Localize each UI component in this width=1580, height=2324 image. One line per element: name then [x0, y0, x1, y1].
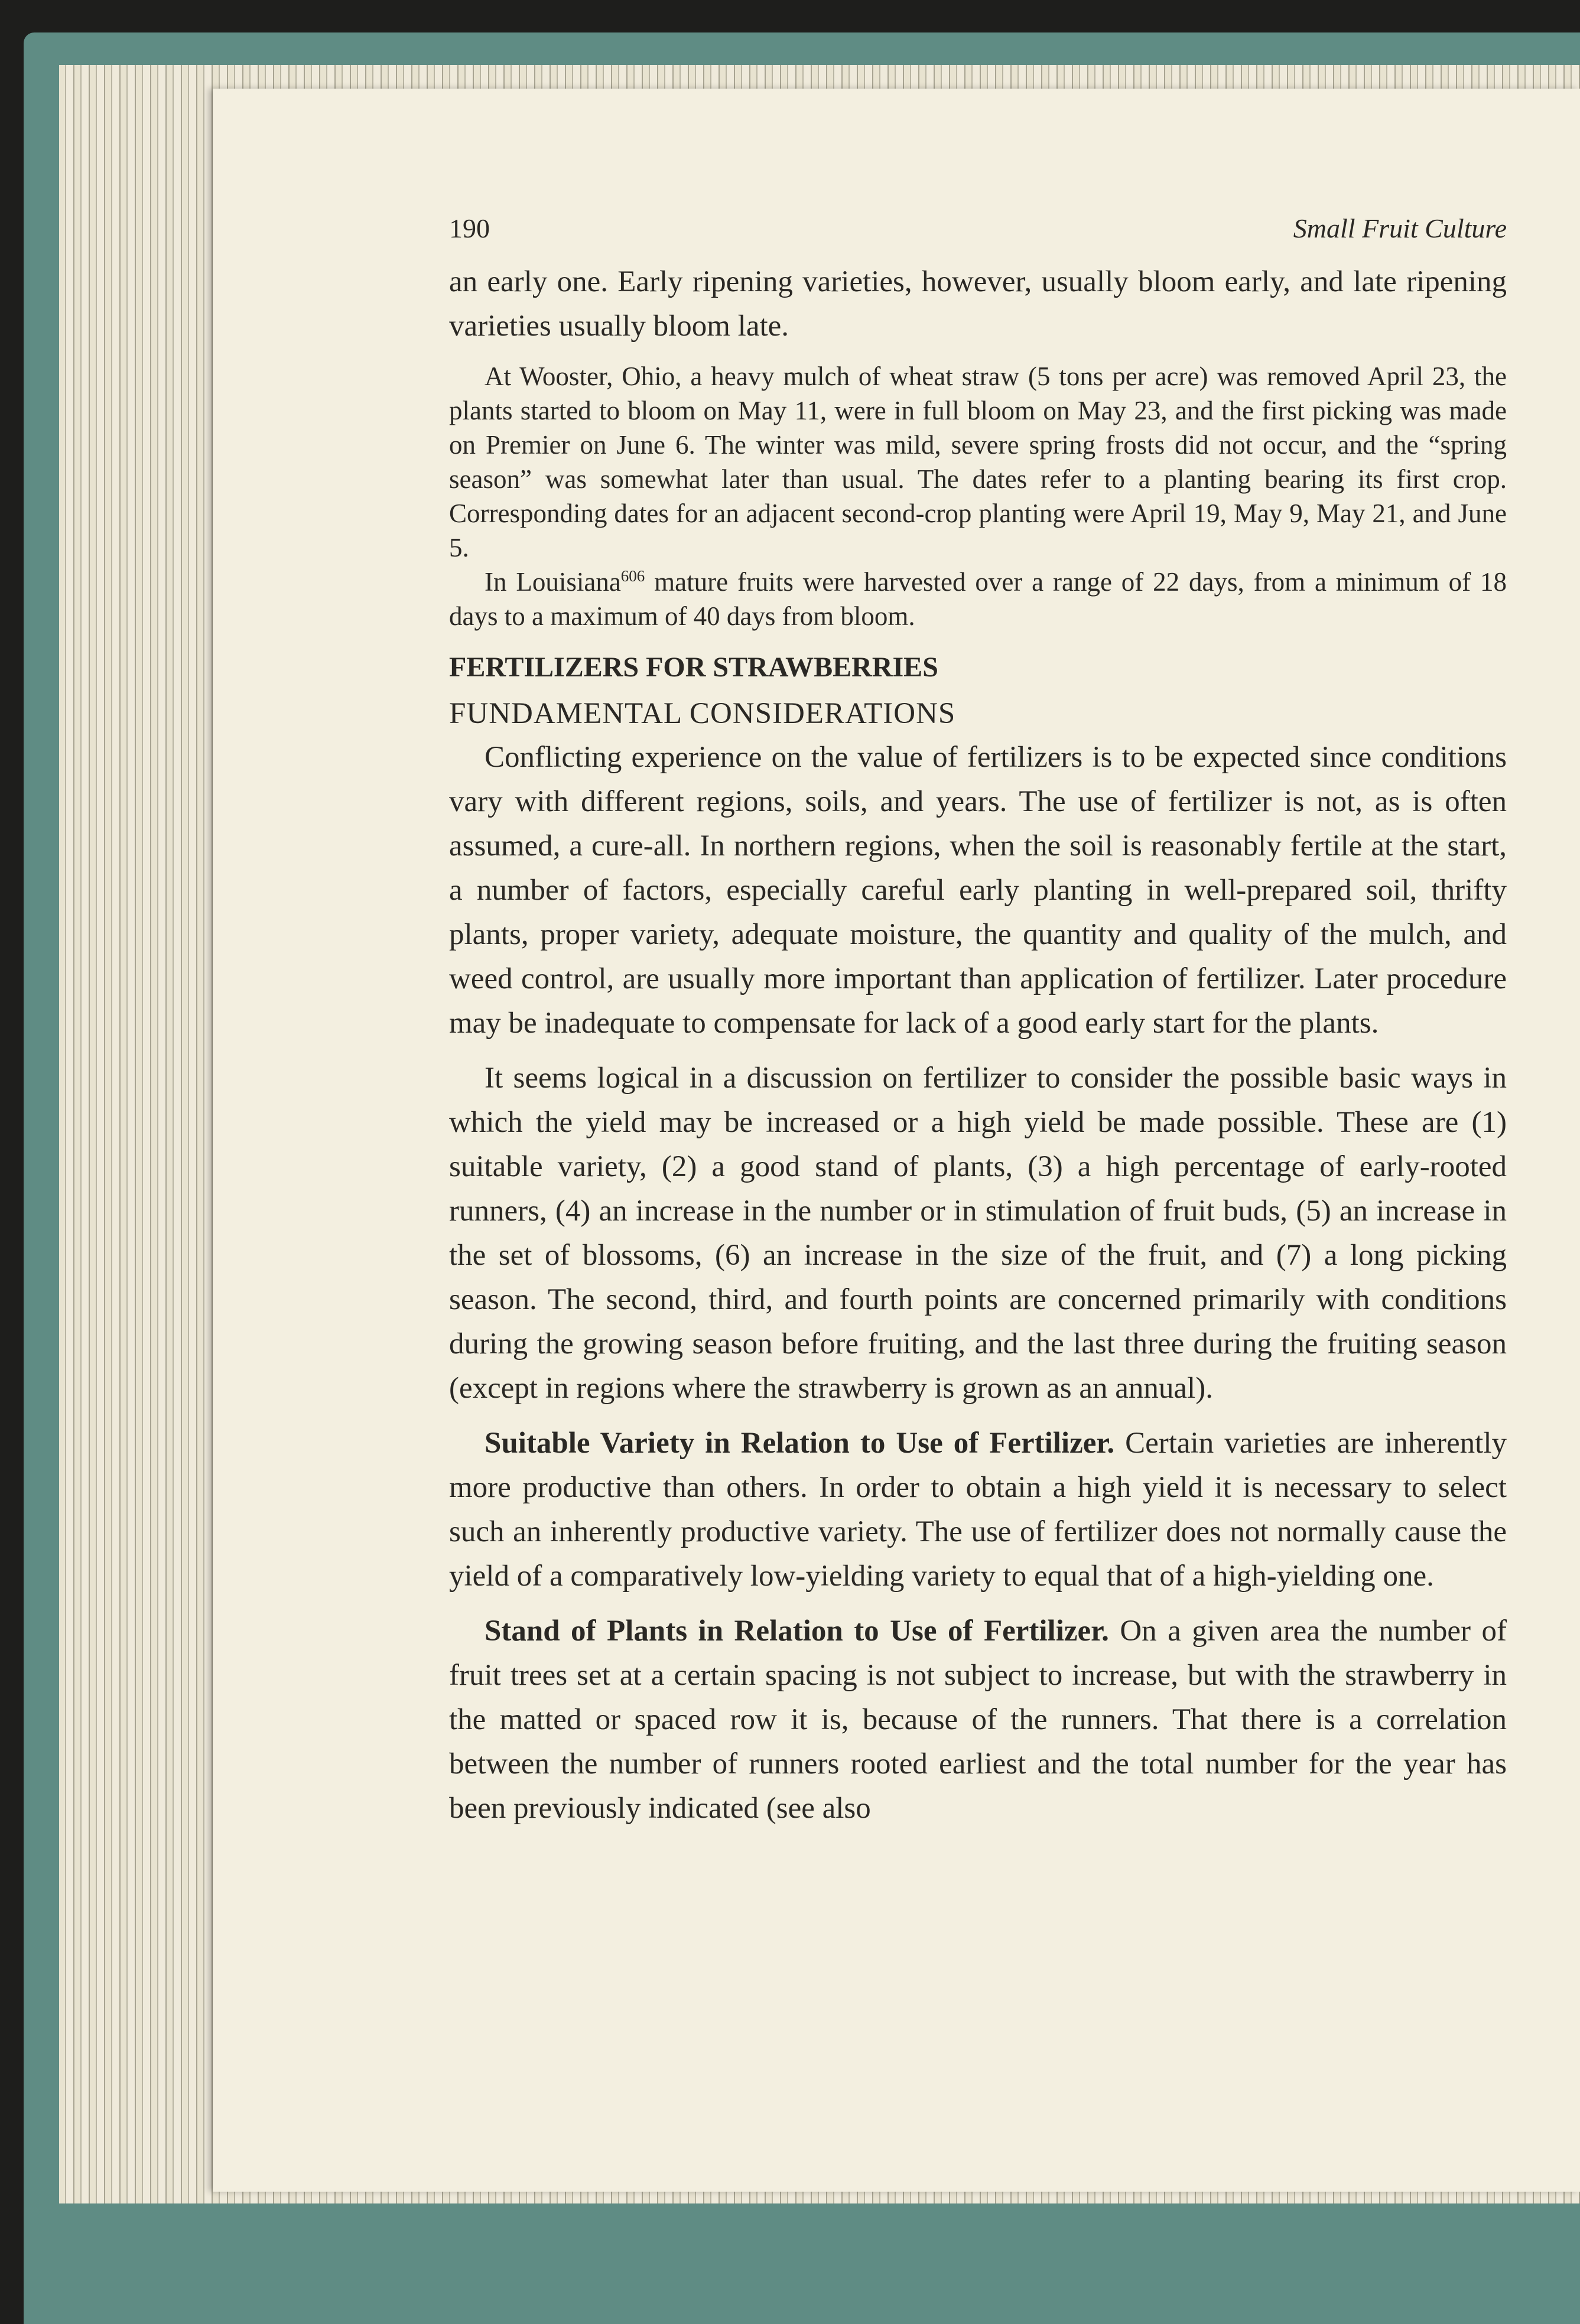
reference-superscript: 606: [620, 567, 645, 585]
page-number: 190: [449, 213, 490, 243]
paragraph-small: In Louisiana$^{606}$ mature fruits were harvested over a range of 22 days, from a minimum of 18 days to a maximum of 40 days from bloom.: [449, 567, 1507, 631]
running-header: [449, 213, 1507, 254]
paragraph: Stand of Plants in Relation to Use of Fertilizer. On a given area the number of fruit trees set at a certain spacing is not subject to increase, but with the strawberry in the matted or spaced row it is, because of the runners. That there is a correlation between the number of runners rooted earliest and the total number for the year has been previously indicated (see also: [449, 1615, 1507, 1825]
subsection-heading: FUNDAMENTAL CONSIDERATIONS: [449, 697, 956, 730]
paragraph: It seems logical in a discussion on fertilizer to consider the possible basic ways in which the yield may be increased or a high yield be made possible. These are (1) suitable variety, (2) a good stand of plants, (3) a high percentage of early-rooted runners, (4) an increase in the number or in stimulation of fruit buds, (5) an increase in the set of blossoms, (6) an increase in the size of the fruit, and (7) a long picking season. The second, third, and fourth points are concerned primarily with conditions during the growing season before fruiting, and the last three during the fruiting season (except in regions where the strawberry is grown as an annual).: [449, 1062, 1507, 1405]
run-in-heading: Stand of Plants in Relation to Use of Fertilizer.: [485, 1615, 1109, 1648]
paragraph: an early one. Early ripening varieties, however, usually bloom early, and late ripening varieties usually bloom late.: [449, 265, 1507, 343]
page-body: [449, 260, 1507, 1831]
run-in-heading: Suitable Variety in Relation to Use of Fertilizer.: [485, 1427, 1115, 1460]
book-page: [213, 89, 1580, 2192]
paragraph: Suitable Variety in Relation to Use of Fertilizer. Certain varieties are inherently more productive than others. In order to obtain a high yield it is necessary to select such an inherently productive variety. The use of fertilizer does not normally cause the yield of a comparatively low-yielding variety to equal that of a high-yielding one.: [449, 1427, 1507, 1593]
paragraph: Conflicting experience on the value of fertilizers is to be expected since conditions vary with different regions, soils, and years. The use of fertilizer is not, as is often assumed, a cure-all. In northern regions, when the soil is reasonably fertile at the start, a number of factors, especially careful early planting in well-prepared soil, thrifty plants, proper variety, adequate moisture, the quantity and quality of the mulch, and weed control, are usually more important than application of fertilizer. Later procedure may be inadequate to compensate for lack of a good early start for the plants.: [449, 741, 1507, 1040]
paragraph-small: At Wooster, Ohio, a heavy mulch of wheat straw (5 tons per acre) was removed April 23, the plants started to bloom on May 11, were in full bloom on May 23, and the first picking was made on Premier on June 6. The winter was mild, severe spring frosts did not occur, and the “spring season” was somewhat later than usual. The dates refer to a planting bearing its first crop. Corresponding dates for an adjacent second-crop planting were April 19, May 9, May 21, and June 5.: [449, 362, 1507, 562]
running-title: Small Fruit Culture: [1293, 213, 1507, 243]
section-heading: FERTILIZERS FOR STRAWBERRIES: [449, 652, 938, 683]
